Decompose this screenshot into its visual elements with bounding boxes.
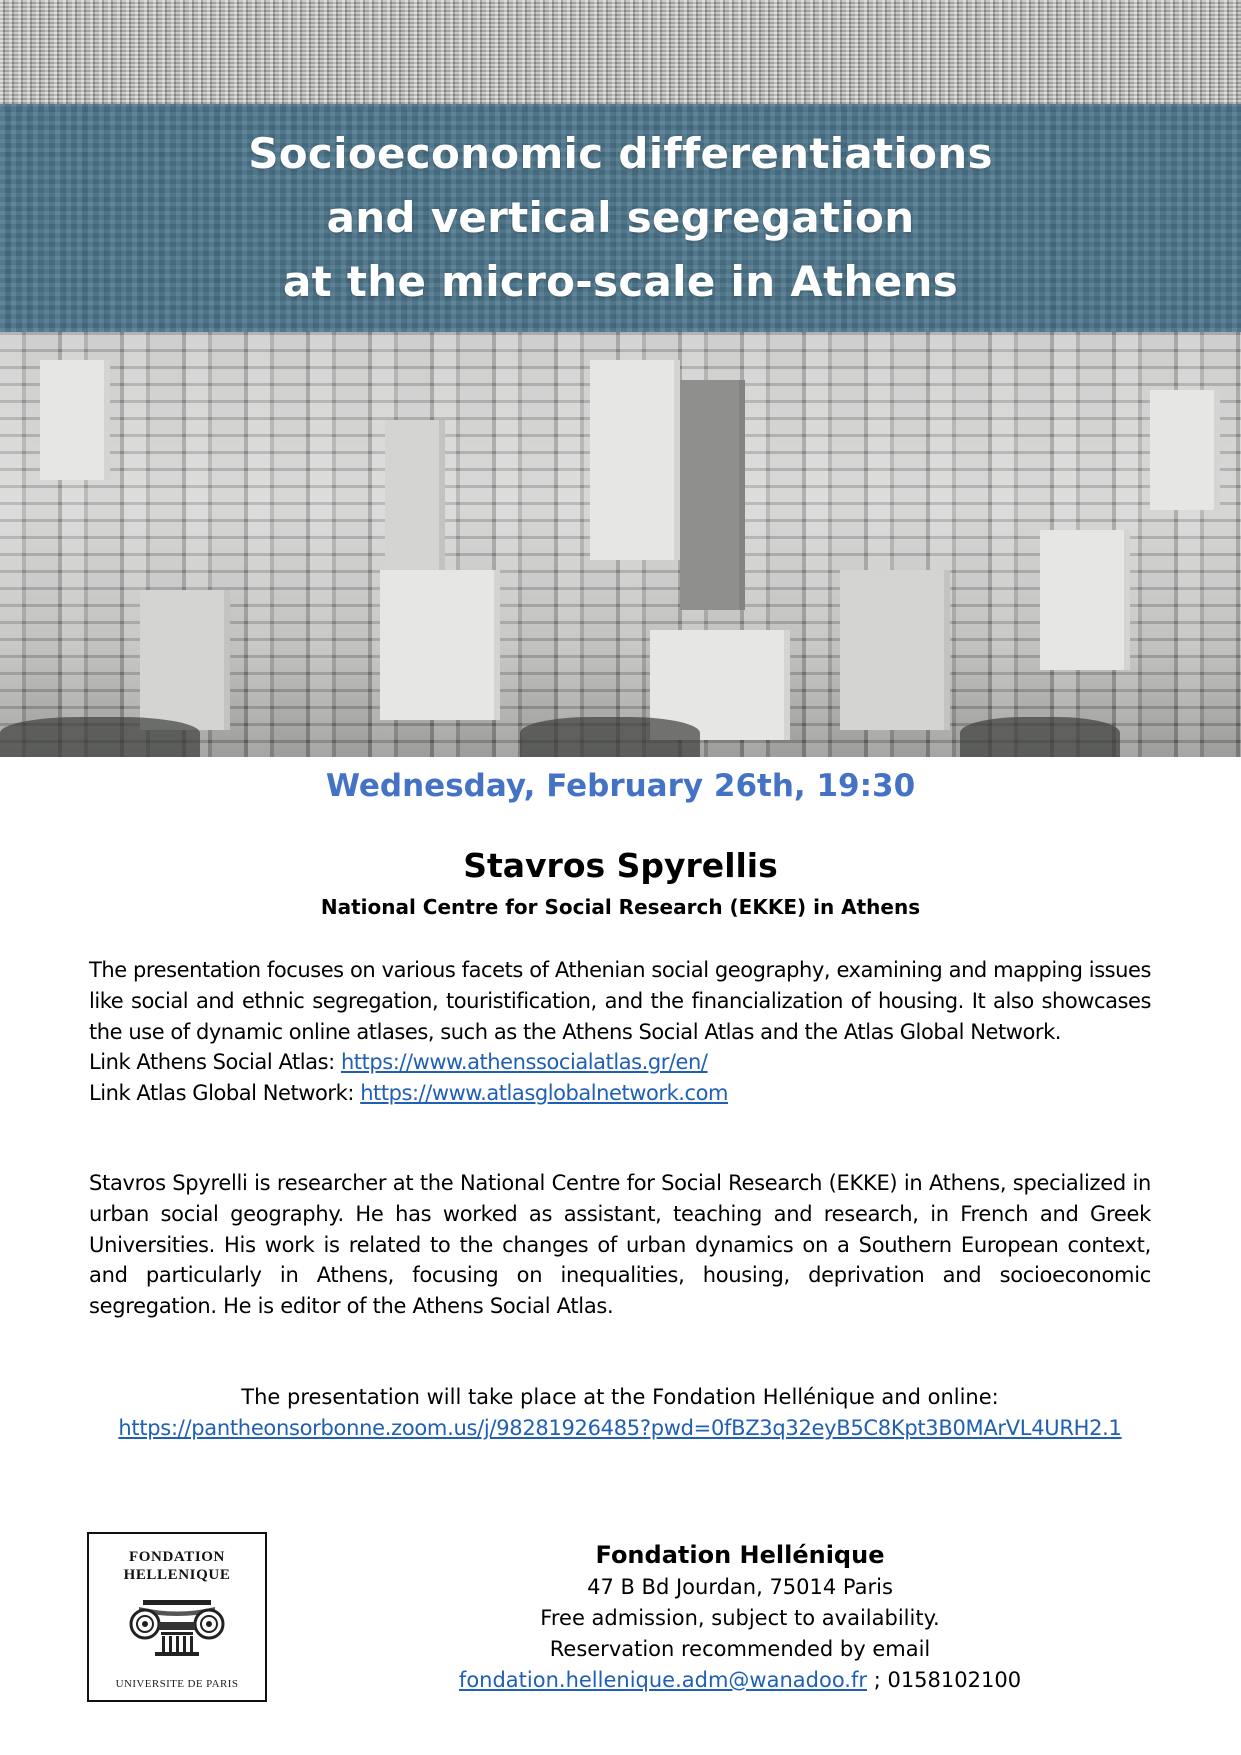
zoom-meeting-link[interactable]: https://pantheonsorbonne.zoom.us/j/98281926485?pwd=0fBZ3q32eyB5C8Kpt3B0MArVL4URH2.1 — [118, 1415, 1122, 1440]
trees — [0, 717, 200, 757]
separator: ; — [867, 1668, 888, 1692]
admission-note: Free admission, subject to availability. — [540, 1606, 940, 1630]
bio-text: Stavros Spyrelli is researcher at the National Centre for Social Research (EKKE) in Athens, specialized in urban social geography. He has worked as assistant, teaching and research, in French and Greek Universities. His work is related to the changes of urban dynamics on a Southern European context, and particularly in Athens, focusing on inequalities, housing, deprivation and socioeconomic segregation. He is editor of the Athens Social Atlas. — [89, 1171, 1151, 1319]
ionic-capital-icon — [125, 1598, 229, 1658]
speaker-affiliation: National Centre for Social Research (EKKE) in Athens — [320, 895, 921, 919]
building — [380, 570, 500, 720]
contact-line — [380, 1665, 1100, 1696]
building — [590, 360, 680, 560]
fondation-hellenique-logo — [87, 1532, 267, 1702]
speaker-name: Stavros Spyrellis — [463, 846, 778, 885]
poster-title-line-2: and vertical segregation — [326, 193, 915, 242]
building — [1150, 390, 1220, 510]
intro-section — [89, 955, 1151, 1109]
logo-name-line-2: HELLENIQUE — [123, 1567, 231, 1583]
atlas-global-network-link[interactable]: https://www.atlasglobalnetwork.com — [360, 1081, 729, 1106]
link-label: Link Atlas Global Network: — [89, 1081, 361, 1106]
building — [385, 420, 445, 570]
link-line-athens-social-atlas — [89, 1047, 1151, 1078]
building — [1040, 530, 1130, 670]
link-line-atlas-global-network — [89, 1078, 1151, 1109]
venue-name: Fondation Hellénique — [595, 1541, 885, 1569]
trees — [520, 717, 700, 757]
logo-name-line-1: FONDATION — [129, 1549, 225, 1565]
hero-city-photo — [0, 0, 1241, 757]
title-band — [0, 104, 1241, 332]
building — [840, 570, 950, 730]
logo-subtitle: UNIVERSITE DE PARIS — [115, 1678, 239, 1690]
city-skyline-far — [0, 0, 1241, 110]
building — [680, 380, 745, 610]
logo-name — [124, 1548, 231, 1584]
trees — [960, 717, 1120, 757]
poster-title-line-1: Socioeconomic differentiations — [248, 129, 993, 178]
venue-note — [89, 1382, 1151, 1444]
venue-address: 47 B Bd Jourdan, 75014 Paris — [587, 1575, 893, 1599]
venue-note-text: The presentation will take place at the Fondation Hellénique and online: — [241, 1385, 999, 1409]
email-link[interactable]: fondation.hellenique.adm@wanadoo.fr — [458, 1668, 868, 1692]
bio-section — [89, 1168, 1151, 1322]
building — [40, 360, 110, 480]
phone-number: 0158102100 — [887, 1668, 1022, 1692]
link-label: Link Athens Social Atlas: — [89, 1050, 341, 1075]
building — [140, 590, 230, 730]
intro-text: The presentation focuses on various facets of Athenian social geography, examining and mapping issues like social and ethnic segregation, touristification, and the financialization of housing. It also showcases the use of dynamic online atlases, such as the Athens Social Atlas and the Atlas Global Network. — [89, 958, 1151, 1044]
poster-title-line-3: at the micro-scale in Athens — [282, 257, 959, 306]
city-buildings-near — [0, 330, 1241, 757]
athens-social-atlas-link[interactable]: https://www.athenssocialatlas.gr/en/ — [340, 1050, 708, 1075]
event-date: Wednesday, February 26th, 19:30 — [325, 768, 916, 804]
contact-block — [380, 1538, 1100, 1696]
reservation-note: Reservation recommended by email — [549, 1637, 931, 1661]
